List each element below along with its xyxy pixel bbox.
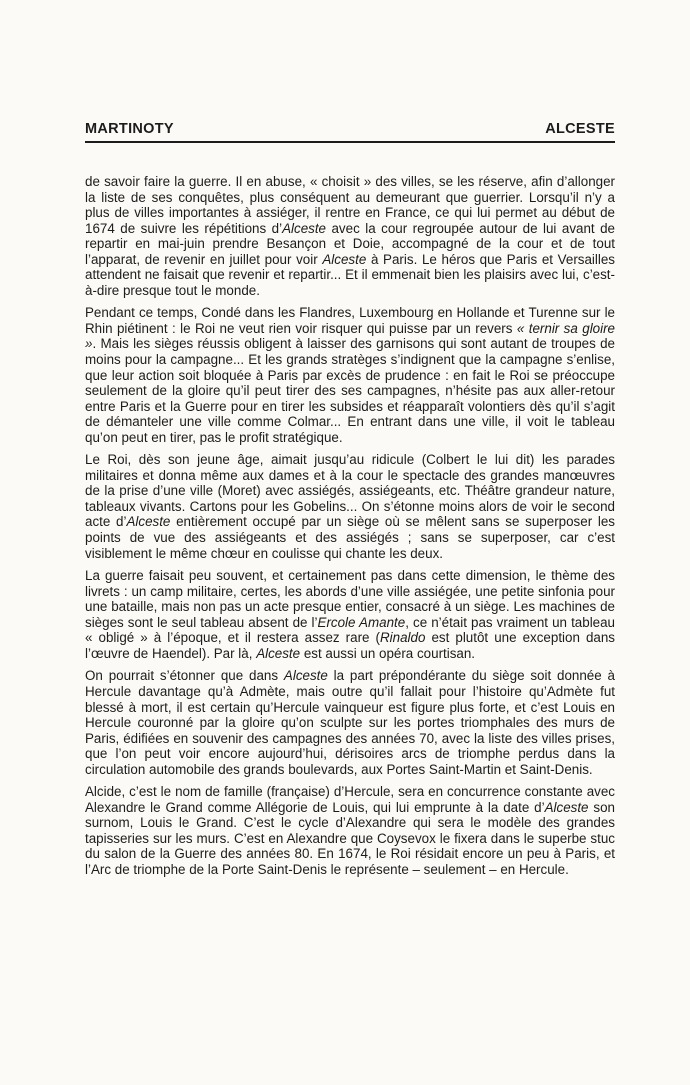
text-run: avec la cour regroupée autour de lui avant de repartir en mai-juin prendre Besançon et Doie, accompagné de la cour et de tout l’apparat, de revenir en juillet pour voir [85, 220, 615, 267]
header-rule [85, 141, 615, 143]
text-run: la part prépondérante du siège soit donnée à Hercule davantage qu’à Admète, mais outre qu’il fallait pour l’histoire qu’Admète fut blessé à mort, il est certain qu’Hercule vainqueur est figure plus forte, et c’est Louis en Hercule couronné par la gloire qu’on sculpte sur les portes triomphales des murs de Paris, édifiées en souvenir des campagnes des années 70, avec la liste des villes prises, que l’on peut voir encore aujourd’hui, dérisoires arcs de triomphe perdus dans la circulation automobile des grands boulevards, aux Portes Saint-Martin et Saint-Denis. [85, 668, 615, 777]
paragraph [85, 305, 615, 445]
italic-text: Rinaldo [380, 630, 426, 646]
italic-text: Alceste [544, 799, 589, 815]
text-run: de savoir faire la guerre. Il en abuse, « choisit » des villes, se les réserve, afin d’allonger la liste de ses conquêtes, plus conséquent au demeurant que guerrier. Lorsqu’il n’y a plus de villes importantes à assiéger, il rentre en France, ce qui lui permet au début de 1674 de suivre les répétitions d’ [85, 174, 615, 236]
text-run: . Mais les sièges réussis obligent à laisser des garnisons qui sont autant de troupes de moins pour la campagne... Et les grands stratèges s’indignent que la campagne s’enlise, que leur action soit bloquée à Paris par excès de prudence : en fait le Roi se préoccupe seulement de la gloire qu’il peut tirer des ses campagnes, n’hésite pas aux aller-retour entre Paris et la Guerre pour en tirer les subsides et réapparaît volontiers dès qu’il s’agit de démanteler une ville comme Colmar... En entrant dans une ville, il voit le tableau qu’on peut en tirer, pas le profit stratégique. [85, 336, 615, 445]
italic-text: « ternir sa gloire » [85, 320, 616, 352]
italic-text: Ercole Amante [317, 614, 406, 630]
text-run: à Paris. Le héros que Paris et Versailles attendent ne faisait que revenir et repartir... Et il emmenait bien les plaisirs avec lui, c’est-à-dire presque tout le monde. [85, 251, 615, 298]
italic-text: Alceste [256, 645, 301, 661]
text-run: On pourrait s’étonner que dans [85, 668, 284, 684]
text-run: Le Roi, dès son jeune âge, aimait jusqu’au ridicule (Colbert le lui dit) les parades militaires et donna même aux dames et à la cour le spectacle des grandes manœuvres de la prise d’une ville (Moret) avec assiégés, assiégeants, etc. Théâtre grandeur nature, tableaux vivants. Cartons pour les Gobelins... On s’étonne moins alors de voir le second acte d’ [85, 452, 615, 530]
body-text [85, 174, 615, 885]
paragraph [85, 174, 615, 298]
text-run: son surnom, Louis le Grand. C’est le cycle d’Alexandre qui sera le modèle des grandes tapisseries sur les murs. C’est en Alexandre que Coysevox le fixera dans le superbe stuc du salon de la Guerre des années 80. En 1674, le Roi résidait encore un peu à Paris, et l’Arc de triomphe de la Porte Saint-Denis le représente – seulement – en Hercule. [85, 799, 615, 877]
paragraph [85, 568, 615, 661]
paragraph [85, 784, 615, 877]
header-author: MARTINOTY [85, 121, 174, 137]
text-run: entièrement occupé par un siège où se mêlent sans se superposer les points de vue des assiégeants et des assiégés ; sans se superposer, car c’est visiblement le même chœur en coulisse qui chante les deux. [85, 514, 615, 561]
running-header [85, 121, 615, 137]
text-run: , ce n’était pas vraiment un tableau « obligé » à l’époque, et il restera assez rare ( [85, 614, 616, 646]
text-run: Pendant ce temps, Condé dans les Flandres, Luxembourg en Hollande et Turenne sur le Rhin piétinent : le Roi ne veut rien voir risquer qui puisse par un revers [85, 305, 615, 336]
italic-text: Alceste [322, 251, 367, 267]
text-run: Alcide, c’est le nom de famille (française) d’Hercule, sera en concurrence constante avec Alexandre le Grand comme Allégorie de Louis, qui lui emprunte à la date d’ [85, 784, 615, 815]
paragraph [85, 668, 615, 777]
text-run: est aussi un opéra courtisan. [300, 645, 476, 661]
text-run: est plutôt une exception dans l’œuvre de Haendel). Par là, [85, 630, 615, 661]
italic-text: Alceste [126, 514, 171, 530]
paragraph [85, 452, 615, 561]
italic-text: Alceste [283, 668, 328, 684]
header-title: ALCESTE [545, 121, 615, 137]
italic-text: Alceste [282, 220, 327, 236]
text-run: La guerre faisait peu souvent, et certainement pas dans cette dimension, le thème des livrets : un camp militaire, certes, les abords d’une ville assiégée, une petite sinfonia pour une bataille, mais non pas un acte presque entier, consacré à un siège. Les machines de sièges sont le seul tableau absent de l’ [85, 568, 615, 630]
